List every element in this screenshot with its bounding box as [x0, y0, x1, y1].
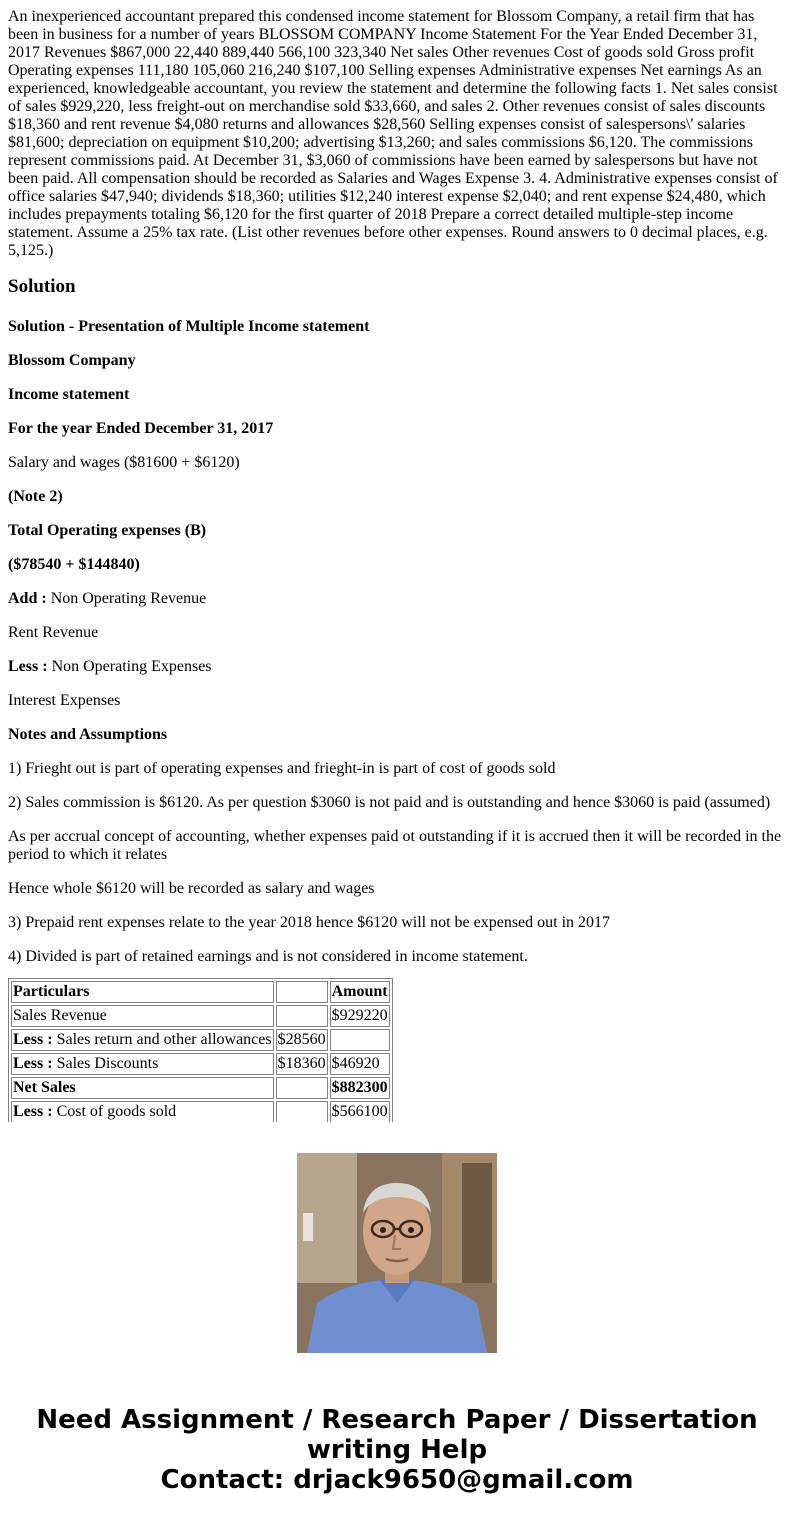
cta-line-2: writing Help: [306, 1435, 488, 1465]
table-header-row: [11, 981, 390, 1003]
statement-period: For the year Ended December 31, 2017: [8, 420, 274, 437]
row-amount: $929220: [330, 1005, 390, 1027]
header-amount: Amount: [330, 981, 390, 1003]
row-particulars: Sales Revenue: [11, 1005, 274, 1027]
statement-name: Income statement: [8, 386, 130, 403]
rent-revenue: Rent Revenue: [8, 624, 99, 641]
row-sub: [276, 1077, 328, 1099]
note-item: 3) Prepaid rent expenses relate to the year 2018 hence $6120 will not be expensed out in 2017: [8, 914, 611, 931]
salary-line: Salary and wages ($81600 + $6120): [8, 454, 240, 471]
note-item: As per accrual concept of accounting, whether expenses paid ot outstanding if it is accrued then it will be recorded in the period to which it relates: [8, 828, 782, 863]
table-row: [11, 1101, 390, 1123]
note-item: 2) Sales commission is $6120. As per question $3060 is not paid and is outstanding and hence $3060 is paid (assumed): [8, 794, 771, 811]
row-particulars: Less : Sales Discounts: [11, 1053, 274, 1075]
row-sub: [276, 1005, 328, 1027]
table-row: [11, 1053, 390, 1075]
row-amount: $882300: [330, 1077, 390, 1099]
row-particulars: Less : Sales return and other allowances: [11, 1029, 274, 1051]
row-amount: $46920: [330, 1053, 390, 1075]
solution-heading: Solution: [8, 276, 76, 297]
row-particulars: Net Sales: [11, 1077, 274, 1099]
table-row: [11, 1005, 390, 1027]
opex-calculation: ($78540 + $144840): [8, 556, 140, 573]
cta-contact: Contact: drjack9650@gmail.com: [160, 1465, 634, 1495]
company-name: Blossom Company: [8, 352, 136, 369]
document-content: [8, 8, 786, 1122]
note-item: Hence whole $6120 will be recorded as salary and wages: [8, 880, 375, 897]
add-non-operating-revenue: Add : Non Operating Revenue: [8, 590, 207, 607]
author-photo: [297, 1153, 497, 1353]
row-particulars: Less : Cost of goods sold: [11, 1101, 274, 1123]
note-item: 1) Frieght out is part of operating expenses and frieght-in is part of cost of goods sold: [8, 760, 556, 777]
solution-title: Solution - Presentation of Multiple Income statement: [8, 318, 370, 335]
question-text: An inexperienced accountant prepared this condensed income statement for Blossom Company, a retail firm that has been in business for a number of years BLOSSOM COMPANY Income Statement For the Year Ended December 31, 2017 Revenues $867,000 22,440 889,440 566,100 323,340 Net sales Other revenues Cost of goods sold Gross profit Operating expenses 111,180 105,060 216,240 $107,100 Selling expenses Administrative expenses Net earnings As an experienced, knowledgeable accountant, you review the statement and determine the following facts 1. Net sales consist of sales $929,220, less freight-out on merchandise sold $33,660, and sales 2. Other revenues consist of sales discounts $18,360 and rent revenue $4,080 returns and allowances $28,560 Selling expenses consist of salespersons\' salaries $81,600; depreciation on equipment $10,200; advertising $13,260; and sales commissions $6,120. The commissions represent commissions paid. At December 31, $3,060 of commissions have been earned by salespersons but have not been paid. All compensation should be recorded as Salaries and Wages Expense 3. 4. Administrative expenses consist of office salaries $47,940; dividends $18,360; utilities $12,240 interest expense $2,040; and rent expense $24,480, which includes prepayments totaling $6,120 for the first quarter of 2018 Prepare a correct detailed multiple-step income statement. Assume a 25% tax rate. (List other revenues before other expenses. Round answers to 0 decimal places, e.g. 5,125.): [8, 8, 778, 259]
header-particulars: Particulars: [11, 981, 274, 1003]
header-sub: [276, 981, 328, 1003]
cta-line-1: Need Assignment / Research Paper / Dissertation: [36, 1405, 758, 1435]
notes-heading: Notes and Assumptions: [8, 726, 168, 743]
promo-footer: [0, 1122, 794, 1523]
row-amount: [330, 1029, 390, 1051]
table-row: [11, 1077, 390, 1099]
total-opex-label: Total Operating expenses (B): [8, 522, 207, 539]
contact-banner: [0, 1405, 794, 1495]
note-item: 4) Divided is part of retained earnings and is not considered in income statement.: [8, 948, 528, 965]
row-amount: $566100: [330, 1101, 390, 1123]
interest-expenses: Interest Expenses: [8, 692, 121, 709]
row-sub: $28560: [276, 1029, 328, 1051]
table-row: [11, 1029, 390, 1051]
row-sub: $18360: [276, 1053, 328, 1075]
row-sub: [276, 1101, 328, 1123]
note-2-ref: (Note 2): [8, 488, 63, 505]
author-avatar: [297, 1153, 497, 1353]
less-non-operating-expenses: Less : Non Operating Expenses: [8, 658, 212, 675]
